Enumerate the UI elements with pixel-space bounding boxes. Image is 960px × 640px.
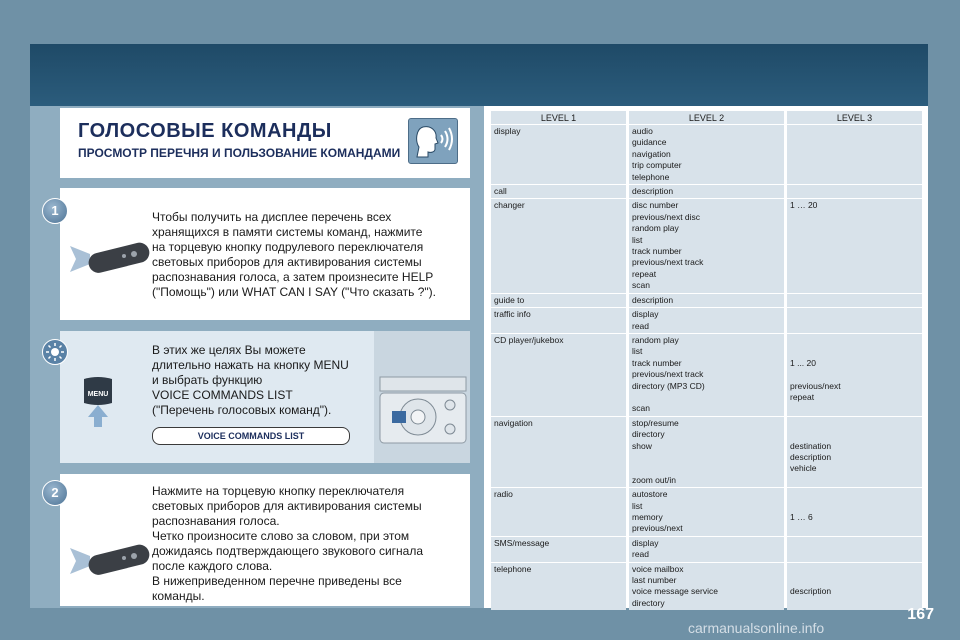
command-label: guidance xyxy=(632,137,667,148)
command-label xyxy=(790,418,919,429)
table-cell-level-1 xyxy=(491,488,626,536)
table-cell-level-2 xyxy=(629,308,784,333)
command-label: repeat xyxy=(632,268,657,279)
command-label: list xyxy=(632,500,643,511)
voice-speaking-icon xyxy=(408,118,458,164)
command-label: voice message service xyxy=(632,586,718,597)
table-cell-level-1 xyxy=(491,199,626,292)
command-label: read xyxy=(632,320,650,331)
menu-key-icon xyxy=(80,375,116,427)
command-label: random play xyxy=(632,334,679,345)
command-label: call xyxy=(494,186,507,197)
command-label: previous/next xyxy=(632,523,683,534)
command-label: repeat xyxy=(790,391,815,402)
table-cell-level-2 xyxy=(629,563,784,611)
command-label: telephone xyxy=(632,171,670,182)
table-cell-level-1 xyxy=(491,537,626,562)
top-band xyxy=(30,44,928,106)
step-2-text: Нажмите на торцевую кнопку переключателя световых приборов для активирования системы распознавания голоса. Четко произносите слово за словом, при этом дожидаясь подтверждающего звукового сигнала после каждого слова. В нижеприведенном перечне приведены все команды. xyxy=(152,484,424,603)
header-level-2: LEVEL 2 xyxy=(629,111,784,124)
radio-panel-icon xyxy=(374,331,470,463)
table-cell-level-2 xyxy=(629,488,784,536)
command-label: display xyxy=(632,537,659,548)
table-cell-level-2 xyxy=(629,199,784,292)
lighting-stalk-icon xyxy=(68,520,156,590)
command-label: read xyxy=(632,549,650,560)
command-label: SMS/message xyxy=(494,537,550,548)
command-label: list xyxy=(632,346,643,357)
table-row xyxy=(491,294,922,307)
step-2-badge: 2 xyxy=(42,480,68,506)
table-row xyxy=(491,537,922,562)
command-label xyxy=(632,452,781,463)
commands-table-body xyxy=(491,125,922,610)
command-label xyxy=(790,346,919,357)
commands-table xyxy=(488,110,925,611)
table-row xyxy=(491,185,922,198)
command-label xyxy=(790,429,919,440)
command-label: description xyxy=(632,186,674,197)
command-label: show xyxy=(632,440,652,451)
command-label: list xyxy=(632,234,643,245)
table-row xyxy=(491,199,922,292)
step-1-panel xyxy=(51,188,470,320)
command-label: directory xyxy=(632,597,665,608)
table-cell-level-2 xyxy=(629,185,784,198)
command-label xyxy=(632,463,781,474)
command-label xyxy=(632,392,781,403)
command-label: telephone xyxy=(494,563,532,574)
command-label: display xyxy=(632,309,659,320)
table-cell-level-2 xyxy=(629,537,784,562)
table-cell-level-1 xyxy=(491,334,626,416)
command-label: disc number xyxy=(632,200,679,211)
command-label: changer xyxy=(494,200,525,211)
page-number: 167 xyxy=(907,606,934,623)
command-label: random play xyxy=(632,223,679,234)
table-row xyxy=(491,334,922,416)
command-label: zoom out/in xyxy=(632,474,676,485)
table-cell-level-3 xyxy=(787,334,922,416)
command-label: description xyxy=(790,451,832,462)
lighting-stalk-icon xyxy=(68,220,156,290)
command-label: memory xyxy=(632,512,663,522)
table-cell-level-3 xyxy=(787,417,922,487)
command-label: previous/next track xyxy=(632,257,704,268)
table-cell-level-2 xyxy=(629,125,784,184)
command-label: previous/next xyxy=(790,380,841,391)
command-label xyxy=(790,335,919,346)
command-label: 1 ... 20 xyxy=(790,357,816,368)
command-label: scan xyxy=(632,403,650,414)
table-cell-level-2 xyxy=(629,334,784,416)
menu-text: В этих же целях Вы можете длительно нажать на кнопку MENU и выбрать функцию VOICE COMMANDS LIST ("Перечень голосовых команд"). xyxy=(152,343,349,417)
command-label: vehicle xyxy=(790,463,817,474)
command-label: directory xyxy=(632,429,665,440)
table-cell-level-3 xyxy=(787,294,922,307)
table-cell-level-1 xyxy=(491,417,626,487)
lightbulb-icon xyxy=(42,339,68,365)
command-label xyxy=(790,489,919,500)
command-label: navigation xyxy=(494,417,533,428)
table-cell-level-2 xyxy=(629,417,784,487)
table-cell-level-3 xyxy=(787,488,922,536)
table-cell-level-3 xyxy=(787,125,922,184)
command-label: CD player/jukebox xyxy=(494,334,564,345)
table-row xyxy=(491,125,922,184)
step-2-panel xyxy=(51,474,470,606)
table-cell-level-3 xyxy=(787,308,922,333)
command-label: previous/next track xyxy=(632,369,704,380)
command-label: stop/resume xyxy=(632,417,679,428)
command-label: autostore xyxy=(632,489,668,500)
page-title: ГОЛОСОВЫЕ КОМАНДЫ xyxy=(78,120,332,142)
command-label: description xyxy=(790,586,832,597)
table-cell-level-3 xyxy=(787,563,922,611)
step-1-text: Чтобы получить на дисплее перечень всех хранящихся в памяти системы команд, нажмите на торцевую кнопку подрулевого переключателя световых приборов для активирования системы распознавания голоса, а затем произнесите HELP ("Помощь") или WHAT CAN I SAY ("Что сказать ?"). xyxy=(152,210,436,299)
step-1-badge: 1 xyxy=(42,198,68,224)
command-label: track number xyxy=(632,357,682,368)
table-cell-level-1 xyxy=(491,125,626,184)
command-label: track number xyxy=(632,246,682,257)
command-label: voice mailbox xyxy=(632,563,684,574)
command-label: 1 … 6 xyxy=(790,512,813,522)
table-cell-level-3 xyxy=(787,185,922,198)
menu-key-label: MENU xyxy=(87,391,109,398)
menu-panel xyxy=(60,331,470,463)
command-label: guide to xyxy=(494,294,525,305)
table-cell-level-3 xyxy=(787,199,922,292)
header-panel xyxy=(60,108,470,178)
table-row xyxy=(491,488,922,536)
commands-table-panel xyxy=(484,106,928,608)
command-label: 1 … 20 xyxy=(790,200,818,211)
command-label: destination xyxy=(790,440,832,451)
table-cell-level-1 xyxy=(491,563,626,611)
command-label: last number xyxy=(632,575,677,586)
command-label: directory (MP3 CD) xyxy=(632,380,705,391)
command-label: scan xyxy=(632,280,650,291)
command-label: previous/next disc xyxy=(632,211,701,222)
watermark: carmanualsonline.info xyxy=(688,620,825,636)
table-row xyxy=(491,563,922,611)
command-label: radio xyxy=(494,489,513,500)
table-cell-level-2 xyxy=(629,294,784,307)
page-subtitle: ПРОСМОТР ПЕРЕЧНЯ И ПОЛЬЗОВАНИЕ КОМАНДАМИ xyxy=(78,146,401,160)
command-label: trip computer xyxy=(632,160,682,171)
command-label xyxy=(790,564,919,575)
command-label: description xyxy=(632,294,674,305)
table-row xyxy=(491,308,922,333)
command-label xyxy=(790,501,919,512)
table-cell-level-1 xyxy=(491,294,626,307)
command-label: traffic info xyxy=(494,309,531,320)
voice-commands-list-button[interactable]: VOICE COMMANDS LIST xyxy=(152,427,350,445)
command-label: audio xyxy=(632,126,653,136)
command-label xyxy=(790,575,919,586)
table-cell-level-3 xyxy=(787,537,922,562)
command-label: navigation xyxy=(632,148,671,159)
table-cell-level-1 xyxy=(491,308,626,333)
command-label: display xyxy=(494,126,521,136)
table-cell-level-1 xyxy=(491,185,626,198)
table-row xyxy=(491,417,922,487)
header-level-1: LEVEL 1 xyxy=(491,111,626,124)
header-level-3: LEVEL 3 xyxy=(787,111,922,124)
command-label xyxy=(790,369,919,380)
